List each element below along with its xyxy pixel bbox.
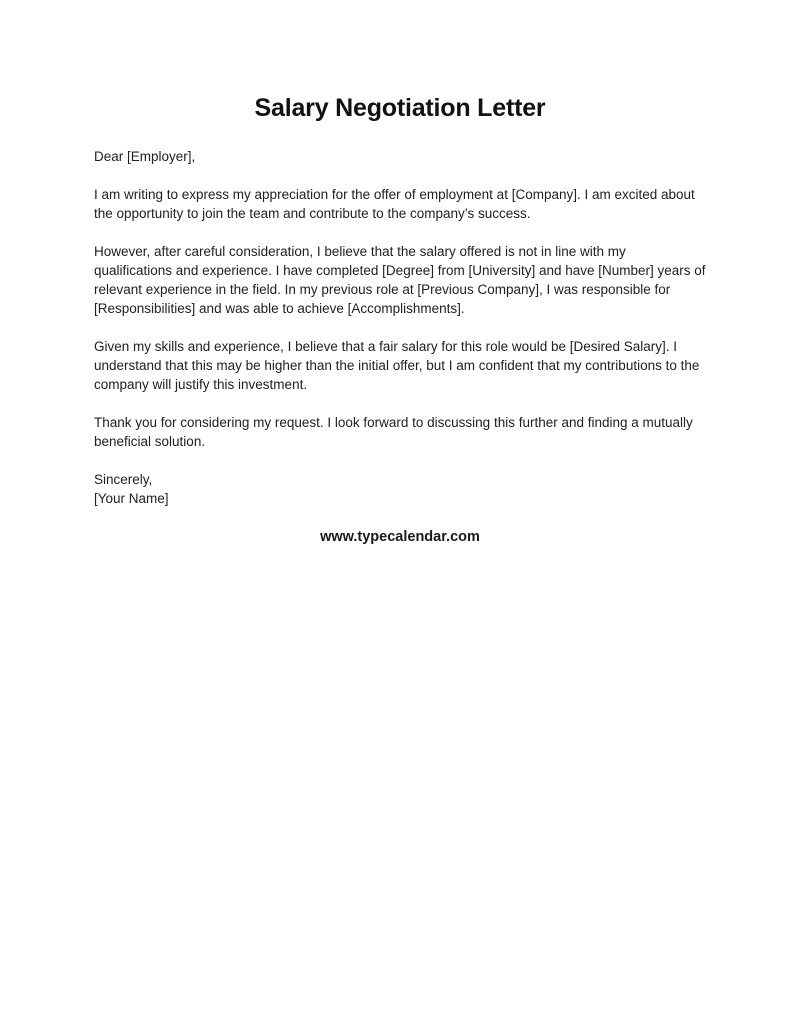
letter-paragraph-2: However, after careful consideration, I believe that the salary offered is not in line with my qualifications and experience. I have completed [Degree] from [University] and have [Number] years of relevant experience in the field. In my previous role at [Previous Company], I was responsible for [Responsibilities] and was able to achieve [Accomplishments]. bbox=[94, 244, 706, 316]
letter-signature-placeholder: [Your Name] bbox=[94, 491, 169, 506]
letter-paragraph-1: I am writing to express my appreciation for the offer of employment at [Company]. I am excited about the opportunity to join the team and contribute to the company’s success. bbox=[94, 187, 695, 221]
letter-closing: Sincerely, bbox=[94, 472, 153, 487]
letter-paragraph-3: Given my skills and experience, I believe that a fair salary for this role would be [Desired Salary]. I understand that this may be higher than the initial offer, but I am confident that my contributions to the company will justify this investment. bbox=[94, 339, 700, 392]
letter-title: Salary Negotiation Letter bbox=[254, 94, 546, 122]
website-footer-text: www.typecalendar.com bbox=[320, 529, 480, 545]
signature-block bbox=[94, 470, 706, 508]
letter-salutation: Dear [Employer], bbox=[94, 149, 196, 164]
letter-paragraph-4: Thank you for considering my request. I look forward to discussing this further and finding a mutually beneficial solution. bbox=[94, 415, 693, 449]
